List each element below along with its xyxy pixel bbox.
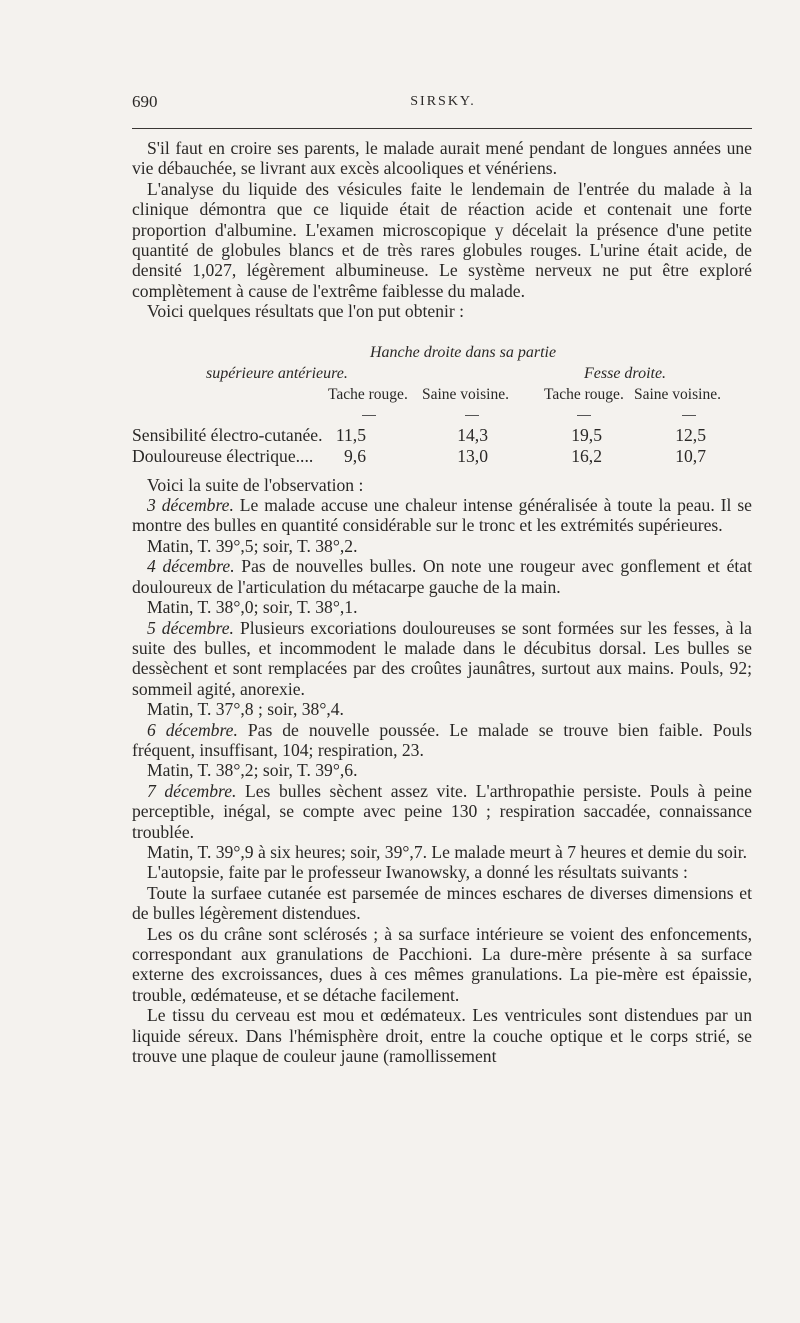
sensibility-table: [132, 343, 752, 467]
paragraph: [132, 883, 752, 924]
paragraph: [132, 597, 752, 617]
column-header: Tache rouge.: [544, 385, 624, 403]
paragraph-text: Les bulles sèchent assez vite. L'arthropathie persiste. Pouls à peine perceptible, inégal, se compte avec peine 130 ; respiration saccadée, connaissance troublée.: [132, 780, 752, 842]
paragraph: [132, 842, 752, 862]
paragraph-text: Matin, T. 39°,9 à six heures; soir, 39°,7. Le malade meurt à 7 heures et demie du soir.: [147, 841, 748, 862]
paragraph-text: Le tissu du cerveau est mou et œdémateux. Les ventricules sont distendues par un liquide séreux. Dans l'hémisphère droit, entre la couche optique et le corps strié, se trouve une plaque de couleur jaune (ramollissement: [132, 1005, 752, 1067]
table-group-header-row-2: [132, 364, 752, 385]
date-label: 7 décembre.: [147, 780, 237, 801]
dash: [465, 415, 479, 416]
paragraph-text: Voici la suite de l'observation :: [147, 474, 364, 495]
paragraph: Voici quelques résultats que l'on put obtenir :: [147, 301, 465, 322]
dash: [577, 415, 591, 416]
paragraph: [132, 862, 752, 882]
table-cell: 14,3: [457, 424, 488, 445]
table-cell: 16,2: [571, 445, 602, 466]
paragraph: [132, 536, 752, 556]
paragraph: [132, 720, 752, 761]
paragraph-text: Pas de nouvelle poussée. Le malade se trouve bien faible. Pouls fréquent, insuffisant, 104; respiration, 23.: [132, 719, 752, 760]
paragraph-text: Les os du crâne sont sclérosés ; à sa surface intérieure se voient des enfoncements, correspondant aux granulations de Pacchioni. La dure-mère présente à sa surface externe des excroissances, dues à ces mêmes granulations. La pie-mère est épaissie, trouble, œdémateuse, et se détache facilement.: [132, 923, 752, 1005]
table-cell: 19,5: [571, 424, 602, 445]
date-label: 6 décembre.: [147, 719, 238, 740]
table-row: [132, 425, 752, 446]
paragraph: [132, 1005, 752, 1066]
table-cell: 13,0: [457, 445, 488, 466]
group-header-fesse: Fesse droite.: [584, 364, 667, 382]
paragraph: [132, 760, 752, 780]
paragraph-text: Toute la surfaee cutanée est parsemée de minces eschares de diverses dimensions et de bulles légèrement distendues.: [132, 882, 752, 924]
group-header-hanche: Hanche droite dans sa partie: [370, 343, 557, 361]
table-cell: 11,5: [335, 424, 366, 445]
paragraph-text: Le malade accuse une chaleur intense généralisée à toute la peau. Il se montre des bulles en quantité considérable sur le tronc et les extrémités supérieures.: [132, 495, 752, 536]
table-column-header-row: [132, 385, 752, 405]
row-label: Douloureuse électrique....: [132, 445, 314, 466]
paragraph: [132, 781, 752, 842]
paragraph: [132, 556, 752, 597]
paragraph: [132, 699, 752, 719]
column-header: Tache rouge.: [328, 385, 408, 403]
group-header-hanche-cont: supérieure antérieure.: [206, 364, 348, 382]
paragraph-text: Matin, T. 38°,2; soir, T. 39°,6.: [147, 760, 358, 781]
paragraph: [132, 495, 752, 536]
dash: [362, 415, 376, 416]
date-label: 5 décembre.: [147, 617, 234, 638]
paragraph-text: Matin, T. 38°,0; soir, T. 38°,1.: [147, 597, 358, 618]
paragraph: [132, 618, 752, 700]
paragraph: L'analyse du liquide des vésicules faite le lendemain de l'entrée du malade à la clinique démontra que ce liquide était de réaction acide et contenait une forte proportion d'albumine. L'examen microscopique y décelait la présence d'une petite quantité de globules blancs et de très rares globules rouges. L'urine était acide, de densité 1,027, légèrement albumineuse. Le système nerveux ne put être exploré complètement à cause de l'extrême faiblesse du malade.: [132, 178, 752, 301]
table-cell: 12,5: [675, 424, 706, 445]
running-title: SIRSKY.: [410, 94, 476, 109]
table-cell: 9,6: [344, 445, 366, 466]
table-group-header-row-1: [132, 343, 752, 364]
page-number: 690: [132, 92, 158, 111]
paragraph-text: Matin, T. 37°,8 ; soir, 38°,4.: [147, 699, 344, 720]
date-label: 4 décembre.: [147, 556, 235, 577]
page-body: [132, 138, 752, 1066]
paragraph: [132, 924, 752, 1006]
paragraph-text: Pas de nouvelles bulles. On note une rougeur avec gonflement et état douloureux de l'articulation du métacarpe gauche de la main.: [132, 556, 753, 597]
date-label: 3 décembre.: [147, 495, 234, 516]
column-header: Saine voisine.: [422, 385, 509, 403]
paragraph-text: L'autopsie, faite par le professeur Iwanowsky, a donné les résultats suivants :: [147, 862, 688, 883]
column-header: Saine voisine.: [634, 385, 721, 403]
paragraph-text: Plusieurs excoriations douloureuses se sont formées sur les fesses, à la suite des bulles, et incommodent le malade dans le décubitus dorsal. Les bulles se dessèchent et sont remplacées par des croûtes jaunâtres, surtout aux mains. Pouls, 92; sommeil agité, anorexie.: [132, 617, 752, 699]
paragraph: [132, 475, 752, 495]
header-rule: [132, 128, 752, 129]
row-label: Sensibilité électro-cutanée.: [132, 424, 323, 445]
table-dash-row: [132, 405, 752, 425]
paragraph: S'il faut en croire ses parents, le malade aurait mené pendant de longues années une vie débauchée, se livrant aux excès alcooliques et vénériens.: [132, 138, 752, 179]
paragraph-text: Matin, T. 39°,5; soir, T. 38°,2.: [147, 535, 358, 556]
table-row: [132, 446, 752, 467]
running-head: [132, 92, 754, 118]
table-cell: 10,7: [675, 445, 706, 466]
dash: [682, 415, 696, 416]
